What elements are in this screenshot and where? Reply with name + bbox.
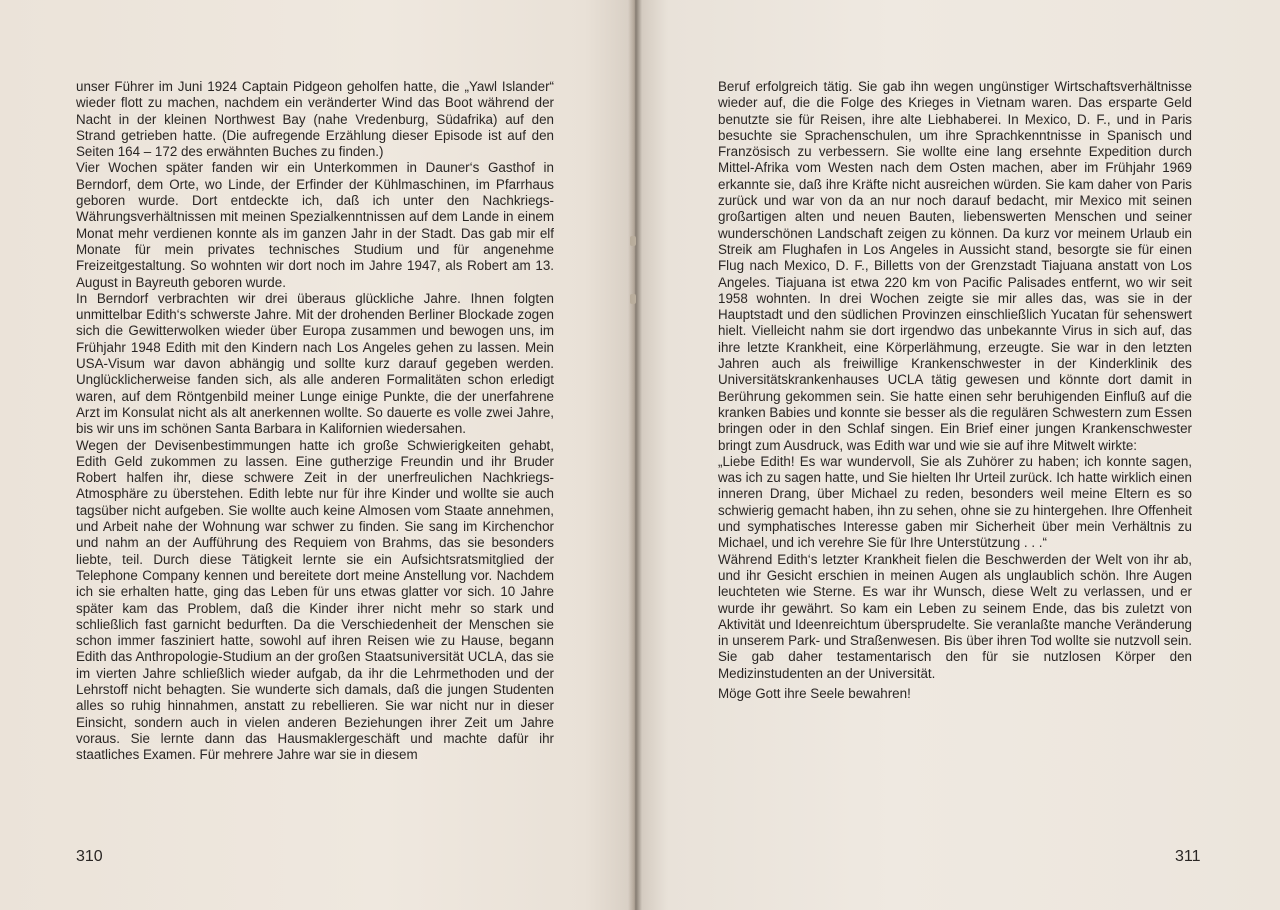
paragraph: Vier Wochen später fanden wir ein Unterkommen in Dauner‘s Gasthof in Berndorf, dem Orte, wo Linde, der Erfinder der Kühlmaschinen, im Pfarrhaus geboren wurde. Dort entdeckte ich, daß ich unter den Nachkriegs-Währungsverhältnissen mit meinen Spezialkenntnissen auf dem Lande in einem Monat mehr verdienen konnte als im ganzen Jahr in der Stadt. Das gab mir elf Monate für mein privates technisches Studium und für angenehme Freizeitgestaltung. So wohnten wir dort noch im Jahre 1947, als Robert am 13. August in Bayreuth geboren wurde. (76, 160, 554, 290)
paragraph: In Berndorf verbrachten wir drei überaus glückliche Jahre. Ihnen folgten unmittelbar Edith‘s schwerste Jahre. Mit der drohenden Berliner Blockade zogen sich die Gewitterwolken wieder über Europa zusammen und bewogen uns, im Frühjahr 1948 Edith mit den Kindern nach Los Angeles gehen zu lassen. Mein USA-Visum war davon abhängig und sollte kurz darauf gegeben werden. Unglücklicherweise fanden sich, als alle anderen Formalitäten schon erledigt waren, auf dem Röntgenbild meiner Lunge einige Punkte, die der unerfahrene Arzt im Konsulat nicht als alt anerkennen wollte. So dauerte es volle zwei Jahre, bis wir uns im schönen Santa Barbara in Kalifornien wiedersahen. (76, 290, 554, 437)
right-page (636, 0, 1280, 910)
staple-mark (630, 236, 636, 246)
right-page-text (718, 79, 1192, 702)
paragraph: Beruf erfolgreich tätig. Sie gab ihn wegen ungünstiger Wirtschaftsverhältnisse wieder auf, die die Folge des Krieges in Vietnam waren. Das ersparte Geld benutzte sie für Reisen, ihre alte Liebhaberei. In Mexico, D. F., und in Paris besuchte sie Sprachenschulen, um ihre Sprachkenntnisse in Spanisch und Französisch zu verbessern. Sie wollte eine lang ersehnte Expedition durch Mittel-Afrika vom Westen nach dem Osten machen, aber im Frühjahr 1969 erkannte sie, daß ihre Kräfte nicht ausreichen würden. Sie kam daher von Paris zurück und war von da an nur noch darauf bedacht, mir Mexico mit seinen großartigen alten und neuen Bauten, liebenswerten Menschen und seiner wunderschönen Landschaft zeigen zu können. Da kurz vor meinem Urlaub ein Streik am Flughafen in Los Angeles in Aussicht stand, besorgte sie für einen Flug nach Mexico, D. F., Billetts von der Grenzstadt Tiajuana anstatt von Los Angeles. Tiajuana ist etwa 220 km von Pacific Palisades entfernt, wo wir seit 1958 wohnten. In drei Wochen zeigte sie mir alles das, was sie in der Hauptstadt und den südlichen Provinzen einschließlich Yucatan für sehenswert hielt. Vielleicht nahm sie dort irgendwo das unbekannte Virus in sich auf, das ihre letzte Krankheit, eine Körperlähmung, erzeugte. Sie war in den letzten Jahren auch als freiwillige Krankenschwester in der Kinderklinik des Universitätskrankenhauses UCLA tätig gewesen und könnte dort damit in Berührung gekommen sein. Sie hatte einen sehr beruhigenden Einfluß auf die kranken Babies und konnte sie besser als die regulären Schwestern zum Essen bringen oder in den Schlaf singen. Ein Brief einer jungen Krankenschwester bringt zum Ausdruck, was Edith war und wie sie auf ihre Mitwelt wirkte: (718, 79, 1192, 453)
staple-mark (630, 294, 636, 304)
paragraph: unser Führer im Juni 1924 Captain Pidgeon geholfen hatte, die „Yawl Islander“ wieder flott zu machen, nachdem ein veränderter Wind das Boot während der Nacht in der kleinen Northwest Bay (nahe Vredenburg, Südafrika) auf den Strand getrieben hatte. (Die aufregende Erzählung dieser Episode ist auf den Seiten 164 – 172 des erwähnten Buches zu finden.) (76, 79, 554, 160)
closing-line: Möge Gott ihre Seele bewahren! (718, 685, 911, 701)
paragraph: Wegen der Devisenbestimmungen hatte ich große Schwierigkeiten gehabt, Edith Geld zukommen zu lassen. Eine gutherzige Freundin und ihr Bruder Robert halfen ihr, diese schwere Zeit in der unerfreulichen Nachkriegs-Atmosphäre zu überstehen. Edith lebte nur für ihre Kinder und wollte sie auch tagsüber nicht aufgeben. Sie wollte auch keine Almosen vom Staate annehmen, und Arbeit nahe der Wohnung war schwer zu finden. Sie sang im Kirchenchor und nahm an der Aufführung des Requiem von Brahms, das sie besonders liebte, teil. Durch diese Tätigkeit lernte sie ein Aufsichtsratsmitglied der Telephone Company kennen und bereitete dort meine Anstellung vor. Nachdem ich sie erhalten hatte, ging das Leben für uns etwas glatter vor sich. 10 Jahre später kam das Problem, daß die Kinder ihrer nicht mehr so stark und schließlich fast garnicht bedurften. Da die Verschiedenheit der Menschen sie schon immer fasziniert hatte, sowohl auf ihren Reisen wie zu Hause, begann Edith das Anthropologie-Studium an der großen Staatsuniversität UCLA, das sie im vierten Jahre schließlich wieder aufgab, da ihr die Lehrmethoden und der Lehrstoff nicht behagten. Sie wunderte sich damals, daß die jungen Studenten alles so ruhig hinnahmen, anstatt zu rebellieren. Sie war nicht nur in dieser Einsicht, sondern auch in vielen anderen Beziehungen ihrer Zeit um Jahre voraus. Sie lernte dann das Hausmaklergeschäft und machte dafür ihr staatliches Examen. Für mehrere Jahre war sie in diesem (76, 437, 554, 763)
quoted-letter: „Liebe Edith! Es war wundervoll, Sie als Zuhörer zu haben; ich konnte sagen, was ich zu sagen hatte, und Sie hielten Ihr Urteil zurück. Ich hatte wirklich einen inneren Drang, über Michael zu reden, besonders weil meine Eltern es so schwierig gemacht haben, ihn zu sehen, ohne sie zu hintergehen. Ihre Offenheit und symphatisches Interesse gaben mir Sicherheit über mein Verhältnis zu Michael, und ich verehre Sie für Ihre Unterstützung . . .“ (718, 453, 1192, 551)
page-number-right: 311 (1175, 848, 1201, 865)
paragraph: Während Edith‘s letzter Krankheit fielen die Beschwerden der Welt von ihr ab, und ihr Gesicht erschien in meinen Augen als unglaublich schön. Ihre Augen leuchteten wie Sterne. Es war ihr Wunsch, diese Welt zu verlassen, und er wurde ihr gewährt. So kam ein Leben zu seinem Ende, das bis zuletzt von Aktivität und Ideenreichtum übersprudelte. Sie veranlaßte manche Veränderung in unserem Park- und Straßenwesen. Bis über ihren Tod wollte sie nutzvoll sein. Sie gab daher testamentarisch den für sie nutzlosen Körper den Medizinstudenten an der Universität. (718, 551, 1192, 681)
page-number-left: 310 (76, 848, 103, 865)
book-gutter (628, 0, 642, 910)
left-page-text (76, 79, 554, 763)
left-page (0, 0, 636, 910)
